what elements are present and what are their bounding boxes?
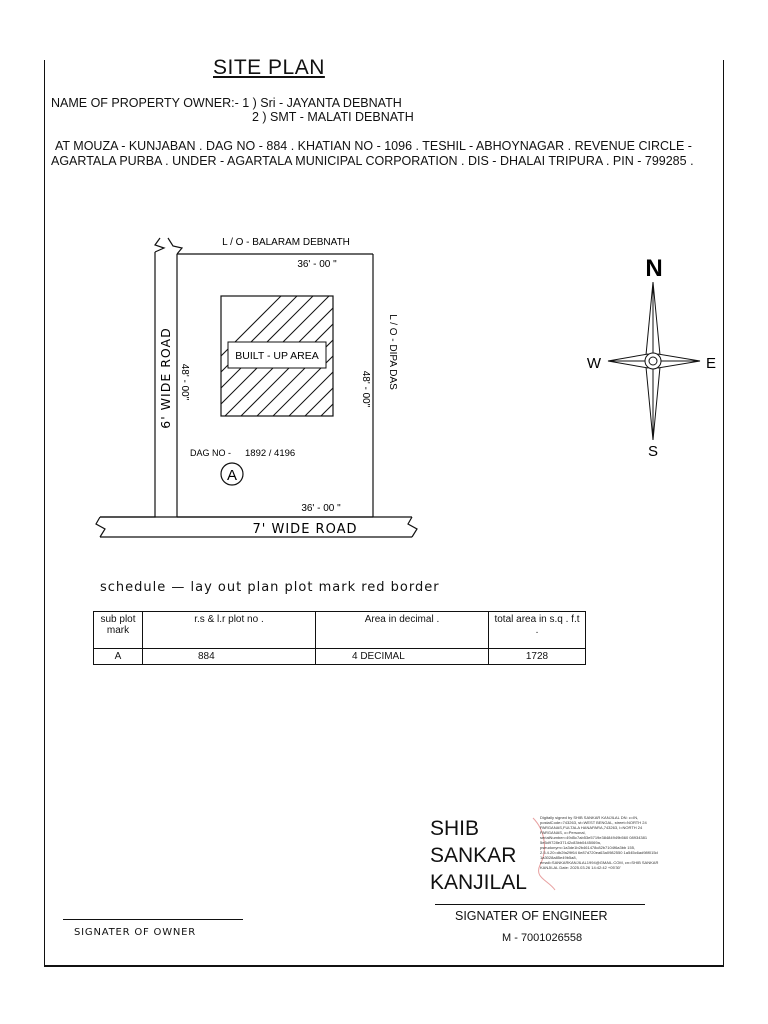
west-road-label: 6' WIDE ROAD (158, 327, 173, 429)
left-dimension: 48' - 00" (179, 363, 190, 401)
engineer-name-line: SANKAR (430, 844, 517, 867)
header-total-area: total area in s.q . f.t . (489, 612, 586, 649)
compass-rose-icon (608, 282, 700, 440)
top-dimension: 36' - 00 " (297, 259, 337, 270)
engineer-name (430, 815, 527, 896)
right-dimension: 48' - 00" (360, 370, 371, 408)
table-header-row (94, 612, 586, 649)
cell-area-decimal: 4 DECIMAL (316, 649, 489, 665)
engineer-name-line: KANJILAL (430, 871, 527, 894)
cell-plot-no: 884 (143, 649, 316, 665)
cell-total-area: 1728 (489, 649, 586, 665)
dag-no-value: 1892 / 4196 (245, 448, 296, 459)
schedule-table (93, 611, 586, 665)
header-sub-plot-mark: sub plot mark (94, 612, 143, 649)
south-road-label: 7' WIDE ROAD (252, 522, 358, 537)
engineer-name-line: SHIB (430, 817, 480, 840)
header-plot-no: r.s & l.r plot no . (143, 612, 316, 649)
header-area-decimal: Area in decimal . (316, 612, 489, 649)
bottom-dimension: 36' - 00 " (301, 503, 341, 514)
page-title: SITE PLAN (213, 56, 325, 79)
plot-boundary (177, 254, 373, 517)
cell-sub-plot-mark: A (94, 649, 143, 665)
owner-line-2: 2 ) SMT - MALATI DEBNATH (252, 110, 414, 124)
east-neighbor-label: L / O - DIPA DAS (387, 314, 398, 390)
compass-west: W (586, 355, 602, 372)
north-neighbor-label: L / O - BALARAM DEBNATH (222, 237, 350, 248)
engineer-signature-line (435, 904, 645, 905)
table-row (94, 649, 586, 665)
owner-signature-label: SIGNATER OF OWNER (74, 927, 197, 938)
dag-no-label: DAG NO - (190, 448, 232, 458)
engineer-mobile: M - 7001026558 (502, 932, 583, 944)
schedule-title: schedule — lay out plan plot mark red border (100, 580, 440, 595)
owner-signature-line (63, 919, 243, 920)
compass-north: N (645, 255, 663, 282)
digital-signature-details: Digitally signed by SHIB SANKAR KANJILAL DN: c=IN, postalCode=743263, st=WEST BENGAL, street=NORTH 24 PARGANAS,FULTALA HANAPARA,743263, l=NORTH 24 PARGANAS, o=Personal, serialNumber=49d5c7ab53e5719e38484949b560 08934381 5e5d9728e37142c83bb0445069a, pseudonym=1a3de1b2b461478c82b7104f6a3bb 155, 2.5.4.20=db2fa29f64 6e87d720ea63a0982550 1a545c6ad98f015d 1a3028a85e49b5a8, email=SANKARKANJILAL1994@GMAIL.COM, cn=SHIB SANKAR KANJILAL Date: 2025.03.26 14:42:42 +05'30' (540, 815, 659, 870)
property-address: AT MOUZA - KUNJABAN . DAG NO - 884 . KHATIAN NO - 1096 . TESHIL - ABHOYNAGAR . REVENUE CIRCLE - AGARTALA PURBA . UNDER - AGARTALA MUNICIPAL CORPORATION . DIS - DHALAI TRIPURA . PIN - 799285 . (51, 139, 694, 168)
built-up-label: BUILT - UP AREA (235, 350, 319, 362)
plot-mark-letter: A (226, 467, 238, 484)
owner-line-1: NAME OF PROPERTY OWNER:- 1 ) Sri - JAYANTA DEBNATH (51, 96, 402, 110)
compass-south: S (647, 443, 659, 460)
engineer-signature-label: SIGNATER OF ENGINEER (455, 909, 608, 923)
compass-east: E (705, 355, 717, 372)
